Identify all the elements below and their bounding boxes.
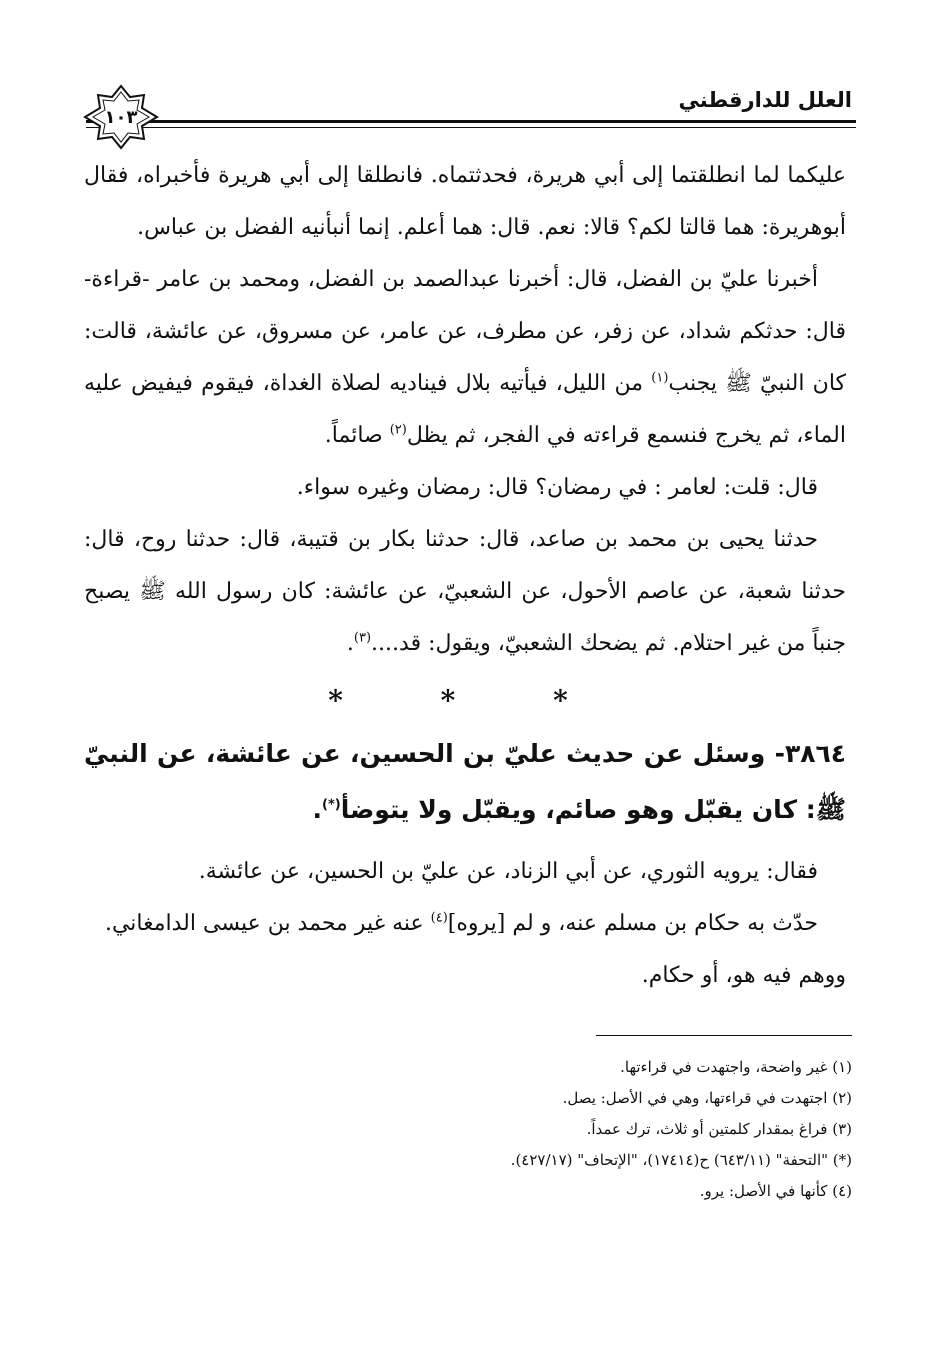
- paragraph-2: [84, 254, 846, 462]
- paragraph-4-end: .: [346, 631, 354, 656]
- hadith-entry-text: ٣٨٦٤- وسئل عن حديث عليّ بن الحسين، عن عائشة، عن النبيّ ﷺ: كان يقبّل وهو صائم، ويقبّل ولا يتوضأ: [84, 739, 846, 824]
- hadith-entry-heading: [84, 726, 846, 838]
- paragraph-4: [84, 514, 846, 670]
- footnote-ref-star: (*): [322, 797, 341, 813]
- section-separator-stars: * * *: [328, 684, 612, 717]
- paragraph-6-part-b: عنه غير محمد بن عيسى الدامغاني.: [104, 911, 431, 936]
- paragraph-6: [84, 898, 846, 950]
- paragraph-2-text: [84, 254, 846, 462]
- paragraph-1-text: عليكما لما انطلقتما إلى أبي هريرة، فحدثتماه. فانطلقا إلى أبي هريرة فأخبراه، فقال أبوهريرة: هما قالتا لكم؟ قالا: نعم. قال: هما أعلم. إنما أنبأنيه الفضل بن عباس.: [84, 163, 846, 240]
- paragraph-1: [84, 150, 846, 254]
- paragraph-3-text: قال: قلت: لعامر : في رمضان؟ قال: رمضان وغيره سواء.: [296, 475, 818, 500]
- paragraph-7: [84, 950, 846, 1002]
- paragraph-6-text: [84, 898, 846, 950]
- paragraph-4-text: [84, 514, 846, 670]
- footnote-3: (٣) فراغ بمقدار كلمتين أو ثلاث، ترك عمداً.: [586, 1120, 852, 1138]
- header-rule-thick: [86, 120, 856, 123]
- running-header-title: العلل للدارقطني: [678, 88, 852, 112]
- hadith-entry-end: .: [312, 795, 323, 824]
- footnote-2: (٢) اجتهدت في قراءتها، وهي في الأصل: يصل.: [562, 1089, 852, 1107]
- footnote-star: (*) "التحفة" (٦٤٣/١١) ح(١٧٤١٤)، "الإتحاف" (٤٢٧/١٧).: [510, 1151, 852, 1169]
- footnote-ref-4: (٤): [430, 910, 448, 926]
- paragraph-5: [84, 846, 846, 898]
- page-number-badge: [80, 84, 162, 150]
- footnote-1: (١) غير واضحة، واجتهدت في قراءتها.: [620, 1058, 852, 1076]
- footnote-ref-2: (٢): [389, 422, 407, 438]
- paragraph-3: [84, 462, 846, 514]
- paragraph-2-part-c: صائماً.: [324, 423, 390, 448]
- paragraph-5-text: فقال: يرويه الثوري، عن أبي الزناد، عن عليّ بن الحسين، عن عائشة.: [198, 859, 818, 884]
- header-rule-thin: [86, 127, 856, 128]
- paragraph-2-part-a: أخبرنا عليّ بن الفضل، قال: أخبرنا عبدالصمد بن الفضل، ومحمد بن عامر -قراءة- قال: حدثكم شداد، عن زفر، عن مطرف، عن عامر، عن مسروق، عن عائشة، قالت: كان النبيّ ﷺ يجنب: [84, 267, 846, 396]
- footnote-ref-3: (٣): [353, 630, 372, 646]
- footnotes: [252, 1052, 852, 1207]
- paragraph-6-part-a: حدّث به حكام بن مسلم عنه، و لم [يروه]: [447, 911, 818, 936]
- footnote-ref-1: (١): [651, 370, 669, 386]
- paragraph-7-text: ووهم فيه هو، أو حكام.: [641, 963, 846, 988]
- footnote-separator: [596, 1035, 852, 1036]
- footnote-4: (٤) كأنها في الأصل: يرو.: [699, 1182, 852, 1200]
- paragraph-2-part-b: من الليل، فيأتيه بلال فيناديه لصلاة الغداة، فيقوم فيفيض عليه الماء، ثم يخرج فنسمع قراءته في الفجر، ثم يظل: [84, 371, 846, 448]
- paragraph-4-part-a: حدثنا يحيى بن محمد بن صاعد، قال: حدثنا بكار بن قتيبة، قال: حدثنا روح، قال: حدثنا شعبة، عن عاصم الأحول، عن الشعبيّ، عن عائشة: كان رسول الله ﷺ يصبح جنباً من غير احتلام. ثم يضحك الشعبيّ، ويقول: قد....: [84, 527, 846, 656]
- page-number: ١٠٣: [104, 106, 138, 128]
